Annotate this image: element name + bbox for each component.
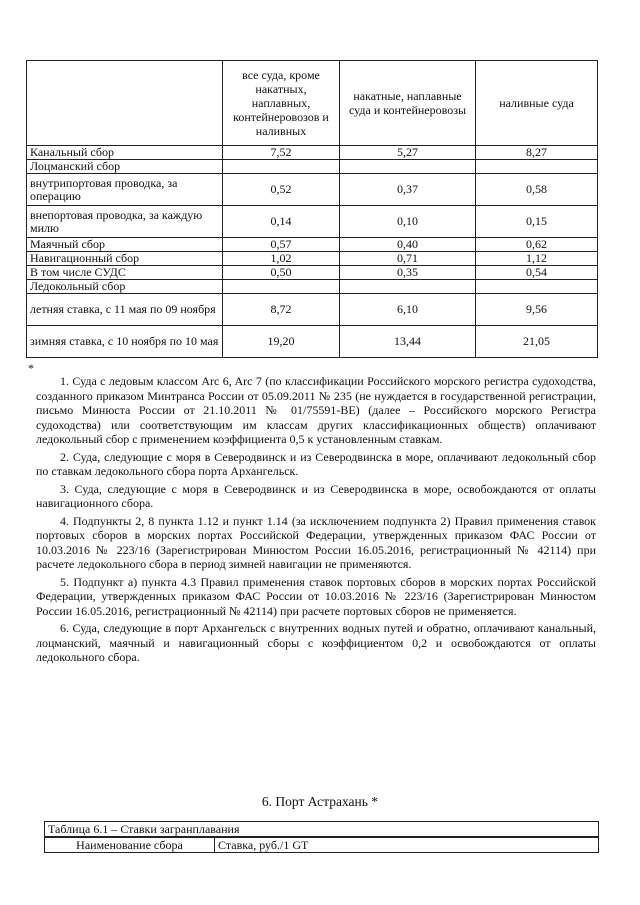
table-row <box>27 294 598 326</box>
fee-value <box>340 160 476 174</box>
fee-value: 1,12 <box>476 252 598 266</box>
fee-label: Ледокольный сбор <box>27 280 223 294</box>
fee-label: зимняя ставка, с 10 ноября по 10 мая <box>27 326 223 358</box>
header-roro-container: накатные, наплавные суда и контейнеровозы <box>340 61 476 146</box>
fee-value <box>476 160 598 174</box>
header-all-vessels: все суда, кроме накатных, наплавных, контейнеровозов и наливных <box>223 61 340 146</box>
table-header-row <box>27 61 598 146</box>
fee-label: внутрипортовая проводка, за операцию <box>27 174 223 206</box>
note-item: 3. Суда, следующие с моря в Северодвинск и из Северодвинска в море, освобождаются от оплаты навигационного сбора. <box>36 481 596 510</box>
fee-value: 0,71 <box>340 252 476 266</box>
fee-value: 21,05 <box>476 326 598 358</box>
fee-value <box>340 280 476 294</box>
note-item: 6. Суда, следующие в порт Архангельск с внутренних водных путей и обратно, оплачивают канальный, лоцманский, маячный и навигационный сборы с коэффициентом 0,2 и освобождаются от оплаты ледокольного сбора. <box>36 621 596 664</box>
fee-value: 1,02 <box>223 252 340 266</box>
table-row <box>27 146 598 160</box>
fee-label: летняя ставка, с 11 мая по 09 ноября <box>27 294 223 326</box>
fee-label: Лоцманский сбор <box>27 160 223 174</box>
fee-value: 0,10 <box>340 206 476 238</box>
header-tankers: наливные суда <box>476 61 598 146</box>
fee-label: Навигационный сбор <box>27 252 223 266</box>
port-fees-table <box>26 60 598 358</box>
fee-value: 0,15 <box>476 206 598 238</box>
table-6-1 <box>44 821 599 853</box>
fee-value: 0,58 <box>476 174 598 206</box>
fee-label: В том числе СУДС <box>27 266 223 280</box>
fee-label: Канальный сбор <box>27 146 223 160</box>
rate-header: Ставка, руб./1 GT <box>215 837 599 853</box>
table-row <box>27 280 598 294</box>
note-item: 5. Подпункт а) пункта 4.3 Правил применения ставок портовых сборов в морских портах Российской Федерации, утвержденных приказом ФАС России от 10.03.2016 № 223/16 (Зарегистрирован Минюстом России 16.05.2016, регистрационный № 42114) при расчете портовых сборов не применяется. <box>36 574 596 618</box>
note-item: 4. Подпункты 2, 8 пункта 1.12 и пункт 1.14 (за исключением подпункта 2) Правил применения ставок портовых сборов в морских портах Российской Федерации, утвержденных приказом ФАС России от 10.03.2016 № 223/16 (Зарегистрирован Минюстом России 16.05.2016, регистрационный № 42114) при расчете ледокольного сбора в период зимней навигации не применяются. <box>36 513 596 571</box>
table-row <box>27 160 598 174</box>
fee-name-header: Наименование сбора <box>45 837 215 853</box>
fee-value: 0,62 <box>476 238 598 252</box>
fee-value <box>223 160 340 174</box>
fee-value: 0,54 <box>476 266 598 280</box>
table-row <box>27 252 598 266</box>
fee-value: 0,52 <box>223 174 340 206</box>
header-empty-cell <box>27 61 223 146</box>
fee-value <box>476 280 598 294</box>
fee-value: 0,35 <box>340 266 476 280</box>
table-row <box>27 206 598 238</box>
table-row <box>27 174 598 206</box>
table-header-row <box>45 837 599 853</box>
fee-label: Маячный сбор <box>27 238 223 252</box>
fee-value: 8,72 <box>223 294 340 326</box>
fee-value: 13,44 <box>340 326 476 358</box>
fee-value: 5,27 <box>340 146 476 160</box>
section-title: 6. Порт Астрахань * <box>261 794 379 809</box>
table-row <box>27 266 598 280</box>
table-caption: Таблица 6.1 – Ставки загранплавания <box>45 822 599 838</box>
fee-value: 6,10 <box>340 294 476 326</box>
table-row <box>27 326 598 358</box>
fee-value: 0,40 <box>340 238 476 252</box>
note-item: 2. Суда, следующие с моря в Северодвинск и из Северодвинска в море, оплачивают ледокольный сбор по ставкам ледокольного сбора порта Архангельск. <box>36 449 596 478</box>
fee-value: 9,56 <box>476 294 598 326</box>
note-item: 1. Суда с ледовым классом Arc 6, Arc 7 (по классификации Российского морского регистра судоходства, созданного приказом Минтранса России от 05.09.2011 № 235 (не нуждается в государственной регистрации, письмо Минюста России от 21.10.2011 № 01/75591-ВЕ) (далее – Российского морского Регистра судоходства) или соответствующим им классам других классификационных обществ) оплачивают ледокольный сбор с применением коэффициента 0,5 к установленным ставкам. <box>36 374 596 446</box>
fee-value: 0,57 <box>223 238 340 252</box>
fee-value <box>223 280 340 294</box>
table-row <box>27 238 598 252</box>
fee-value: 7,52 <box>223 146 340 160</box>
fee-value: 19,20 <box>223 326 340 358</box>
footnote-mark: * <box>28 361 34 375</box>
notes-list <box>36 374 596 668</box>
fee-value: 0,14 <box>223 206 340 238</box>
fee-label: внепортовая проводка, за каждую милю <box>27 206 223 238</box>
fee-value: 8,27 <box>476 146 598 160</box>
table-caption-row <box>45 822 599 838</box>
fee-value: 0,37 <box>340 174 476 206</box>
fee-value: 0,50 <box>223 266 340 280</box>
